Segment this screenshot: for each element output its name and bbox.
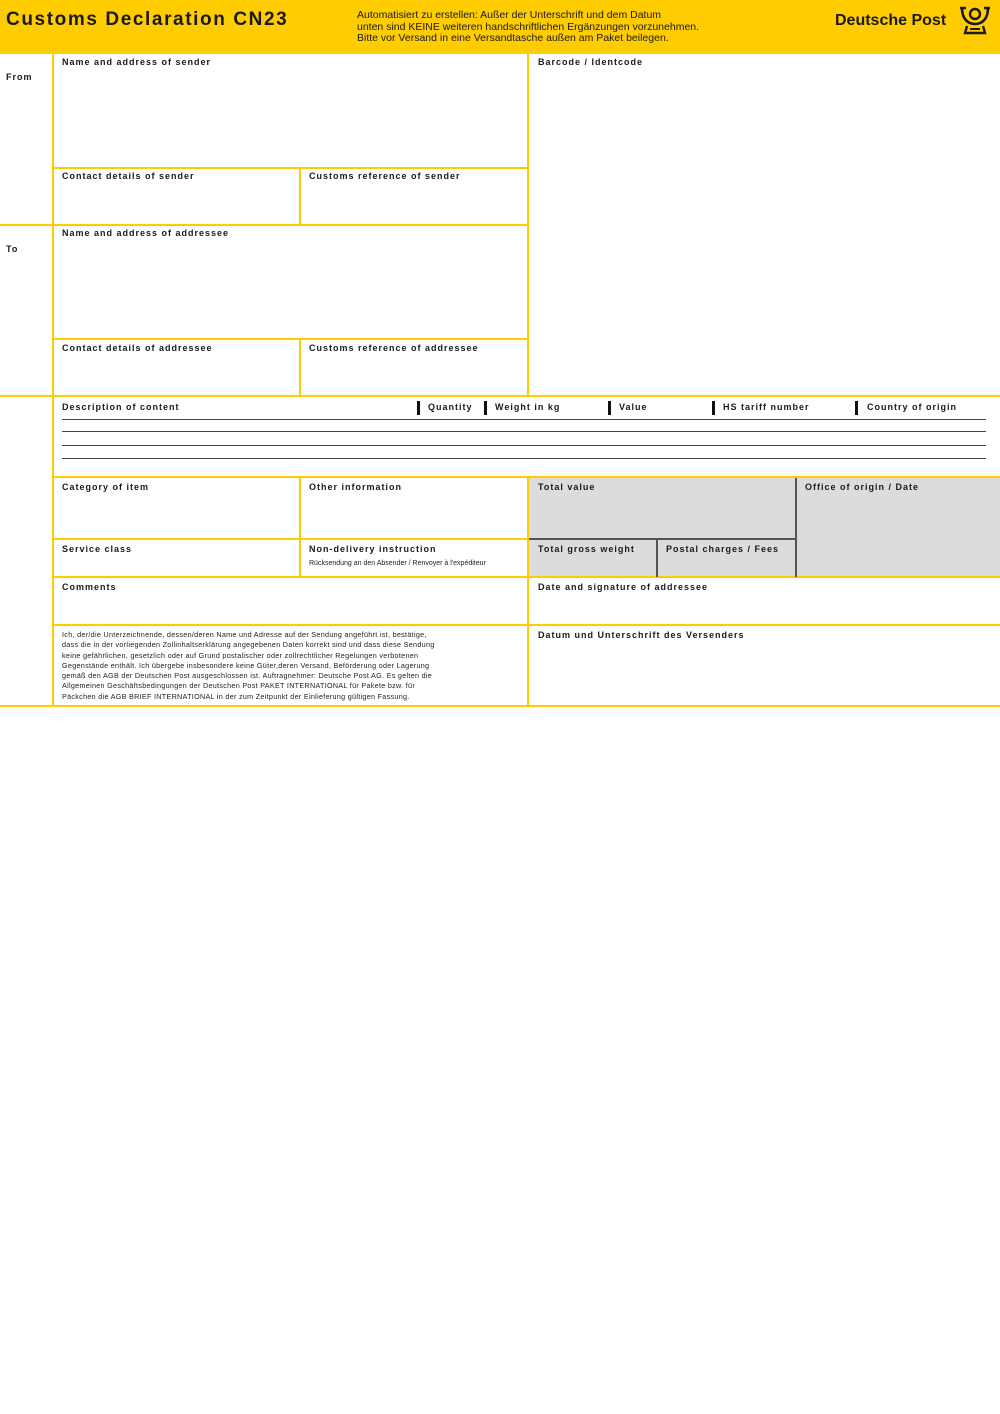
column-divider: [417, 401, 420, 415]
table-row[interactable]: [62, 431, 986, 432]
office-origin-box[interactable]: [797, 478, 1000, 576]
office-origin-label: Office of origin / Date: [805, 482, 920, 492]
comments-field[interactable]: Comments: [62, 582, 117, 592]
grid-line: [54, 167, 528, 169]
brand-name: Deutsche Post: [835, 12, 947, 29]
sender-customs-ref-field[interactable]: Customs reference of sender: [309, 171, 461, 181]
table-row[interactable]: [62, 458, 986, 459]
total-gross-weight-label: Total gross weight: [538, 544, 635, 554]
post-horn-icon: [958, 5, 992, 35]
addressee-customs-ref-field[interactable]: Customs reference of addressee: [309, 343, 479, 353]
declaration-line: Allgemeinen Geschäftsbedingungen der Deutschen Post PAKET INTERNATIONAL für Pakete bzw. für: [62, 681, 416, 691]
to-section-label: To: [6, 244, 19, 254]
sender-signature-field[interactable]: Datum und Unterschrift des Versenders: [538, 630, 745, 640]
form-title: Customs Declaration CN23: [6, 9, 289, 30]
column-header-description: Description of content: [62, 402, 180, 412]
declaration-line: keine gefährlichen, gesetzlich oder auf Grund postalischer oder zollrechtlicher Regelungen verbotenen: [62, 650, 419, 660]
grid-line: [54, 624, 1000, 626]
table-row[interactable]: [62, 419, 986, 420]
grid-line: [0, 224, 528, 226]
grid-line: [54, 338, 528, 340]
sender-name-address-field[interactable]: Name and address of sender: [62, 57, 212, 67]
grid-line: [656, 539, 658, 577]
total-value-label: Total value: [538, 482, 596, 492]
table-row[interactable]: [62, 445, 986, 446]
declaration-line: Päckchen die AGB BRIEF INTERNATIONAL in der zum Zeitpunkt der Einlieferung gültigen Fassung.: [62, 691, 410, 701]
grid-line: [0, 395, 1000, 397]
grid-line: [299, 168, 301, 225]
barcode-field: Barcode / Identcode: [538, 57, 644, 67]
declaration-line: Ich, der/die Unterzeichnende, dessen/deren Name und Adresse auf der Sendung angeführt ist, bestätige,: [62, 630, 427, 639]
grid-line: [529, 538, 796, 540]
addressee-contact-field[interactable]: Contact details of addressee: [62, 343, 213, 353]
column-header-weight: Weight in kg: [495, 402, 561, 412]
addressee-signature-field[interactable]: Date and signature of addressee: [538, 582, 709, 592]
declaration-line: dass die in der vorliegenden Zollinhaltserklärung angegebenen Daten korrekt sind und dass diese Sendung: [62, 640, 435, 650]
non-delivery-option[interactable]: Rücksendung an den Absender / Renvoyer à l'expéditeur: [309, 560, 486, 567]
column-divider: [484, 401, 487, 415]
column-header-value: Value: [619, 402, 648, 412]
category-field[interactable]: Category of item: [62, 482, 150, 492]
from-section-label: From: [6, 72, 33, 82]
declaration-line: gemäß den AGB der Deutschen Post ausgeschlossen ist. Auftragnehmer: Deutsche Post AG. Es gelten die: [62, 671, 433, 681]
header-instructions: [357, 10, 699, 45]
total-value-box[interactable]: [529, 478, 795, 576]
column-divider: [855, 401, 858, 415]
grid-line: [54, 538, 528, 540]
service-class-field[interactable]: Service class: [62, 544, 133, 554]
column-header-quantity: Quantity: [428, 402, 473, 412]
grid-line: [299, 477, 301, 577]
column-divider: [608, 401, 611, 415]
instruction-line: Bitte vor Versand in eine Versandtasche außen am Paket beilegen.: [357, 32, 669, 44]
column-divider: [712, 401, 715, 415]
grid-line: [0, 705, 1000, 707]
grid-line: [52, 54, 54, 706]
grid-line: [795, 478, 797, 577]
column-header-country-origin: Country of origin: [867, 402, 957, 412]
instruction-line: Automatisiert zu erstellen: Außer der Unterschrift und dem Datum: [357, 9, 662, 21]
postal-charges-label: Postal charges / Fees: [666, 544, 780, 554]
sender-contact-field[interactable]: Contact details of sender: [62, 171, 195, 181]
grid-line: [299, 339, 301, 396]
non-delivery-field[interactable]: Non-delivery instruction: [309, 544, 437, 554]
other-info-field[interactable]: Other information: [309, 482, 402, 492]
declaration-text: [62, 630, 522, 702]
grid-line: [54, 576, 1000, 578]
instruction-line: unten sind KEINE weiteren handschriftlichen Ergänzungen vorzunehmen.: [357, 20, 700, 33]
addressee-name-address-field[interactable]: Name and address of addressee: [62, 228, 230, 238]
declaration-line: Gegenstände enthält. Ich übergebe insbesondere keine Güter,deren Versand, Beförderung oder Lagerung: [62, 660, 430, 670]
column-header-hs-tariff: HS tariff number: [723, 402, 810, 412]
